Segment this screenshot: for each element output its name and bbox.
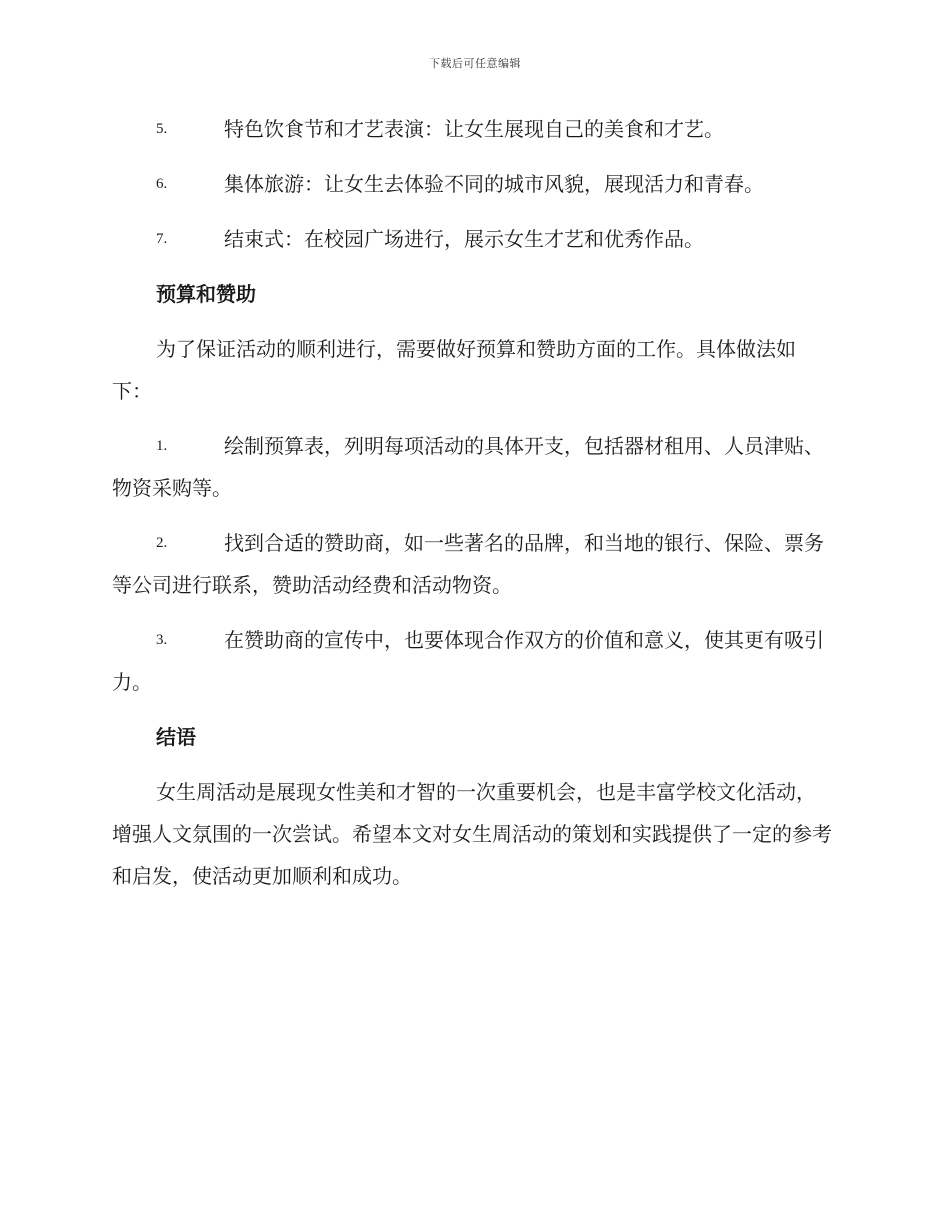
list-item — [112, 163, 834, 205]
document-body — [112, 108, 834, 910]
list-item-number: 5. — [156, 121, 168, 137]
list-item-number: 1. — [156, 438, 168, 454]
list-item — [112, 425, 834, 509]
list-item — [112, 218, 834, 260]
conclusion-paragraph: 女生周活动是展现女性美和才智的一次重要机会，也是丰富学校文化活动，增强人文氛围的一次尝试。希望本文对女生周活动的策划和实践提供了一定的参考和启发，使活动更加顺利和成功。 — [112, 780, 832, 888]
list-item — [112, 522, 834, 606]
list-item-text: 绘制预算表，列明每项活动的具体开支，包括器材租用、人员津贴、物资采购等。 — [112, 434, 824, 500]
list-item-number: 2. — [156, 535, 168, 551]
list-item-text: 结束式：在校园广场进行，展示女生才艺和优秀作品。 — [224, 227, 704, 251]
list-item — [112, 108, 834, 150]
list-item-number: 3. — [156, 632, 168, 648]
list-item-text: 特色饮食节和才艺表演：让女生展现自己的美食和才艺。 — [224, 117, 724, 141]
page-header: 下载后可任意编辑 — [429, 57, 521, 70]
list-item-text: 找到合适的赞助商，如一些著名的品牌，和当地的银行、保险、票务等公司进行联系，赞助活动经费和活动物资。 — [112, 531, 824, 597]
list-item-number: 7. — [156, 231, 168, 247]
list-item-text: 集体旅游：让女生去体验不同的城市风貌，展现活力和青春。 — [224, 172, 764, 196]
list-item-text: 在赞助商的宣传中，也要体现合作双方的价值和意义，使其更有吸引力。 — [112, 628, 824, 694]
section-heading-budget: 预算和赞助 — [156, 282, 256, 306]
budget-intro-paragraph: 为了保证活动的顺利进行，需要做好预算和赞助方面的工作。具体做法如下： — [112, 337, 796, 403]
list-item — [112, 619, 834, 703]
list-item-number: 6. — [156, 176, 168, 192]
section-heading-conclusion: 结语 — [156, 725, 196, 749]
